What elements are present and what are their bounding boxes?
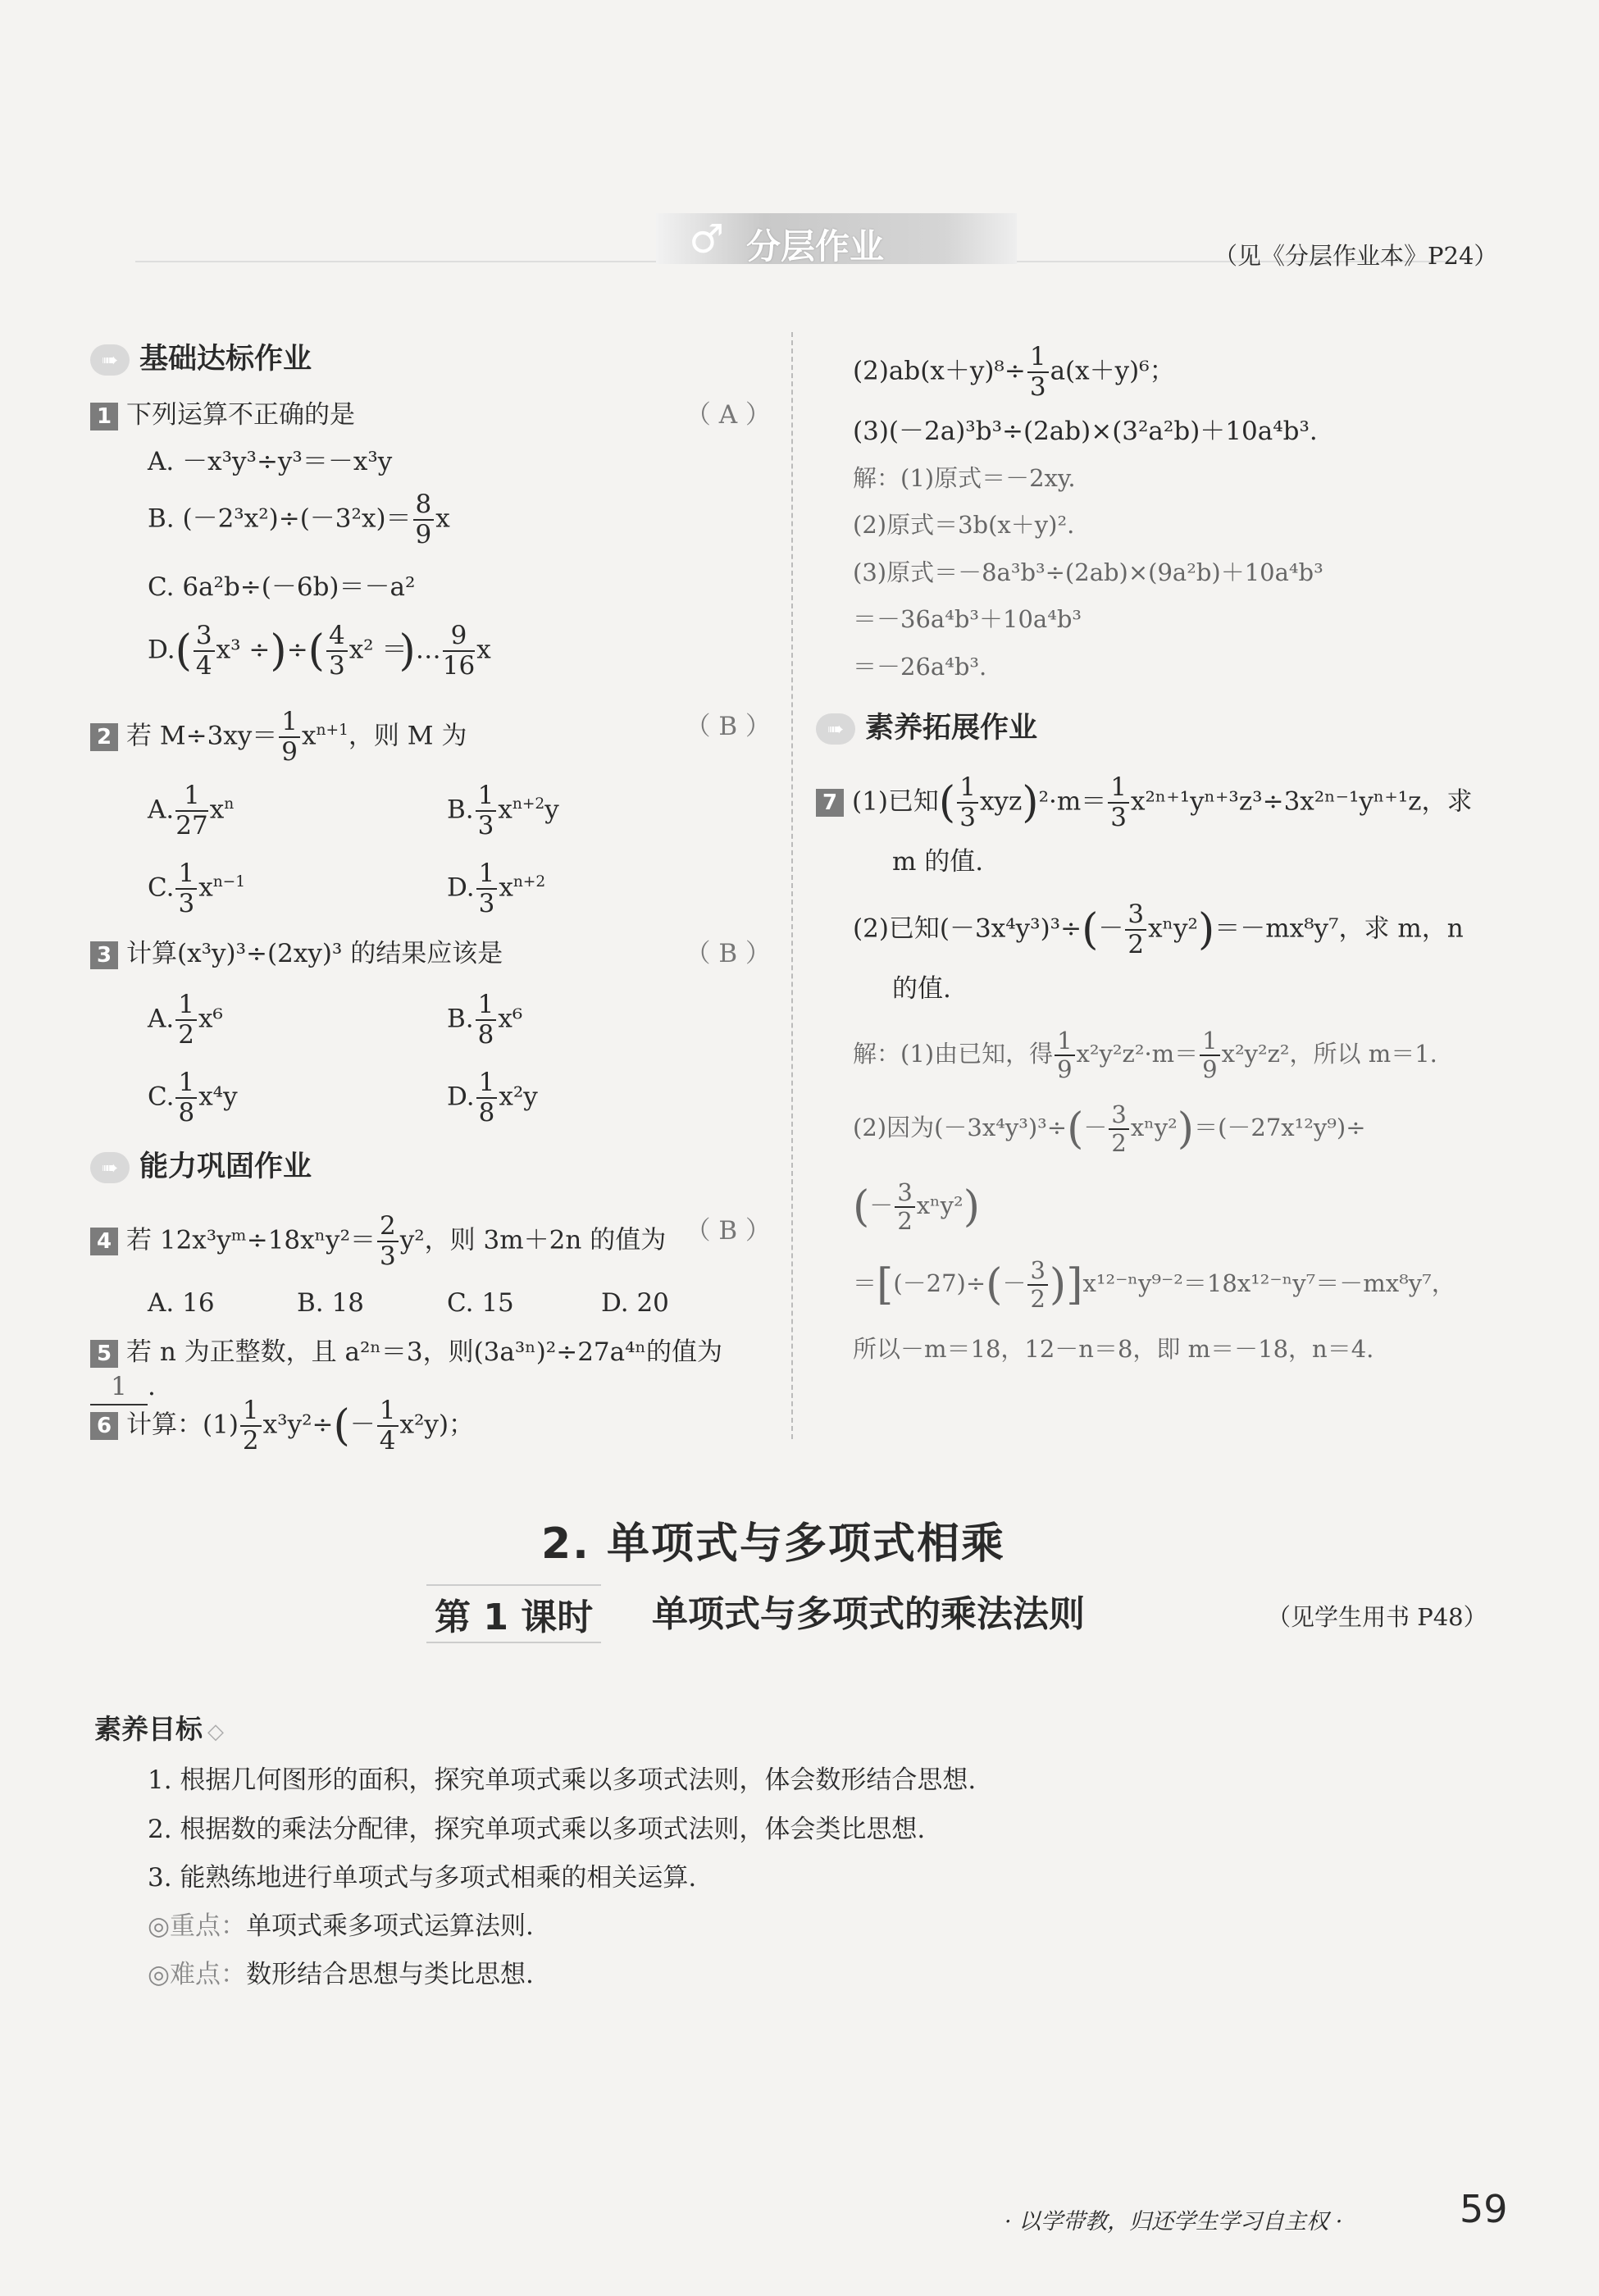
goals-heading: 素养目标 ◇ bbox=[94, 1713, 224, 1745]
q7-solution-3: (－ $\frac{3}{2}$ xⁿy²) bbox=[853, 1178, 980, 1235]
diamond-icon: ◇ bbox=[207, 1720, 224, 1744]
question-3: 3 计算(x³y)³÷(2xy)³ 的结果应该是 （ B ） bbox=[90, 936, 771, 971]
q7-solution-4: ＝[(－27)÷(－ $\frac{3}{2}$ )]x¹²⁻ⁿy⁹⁻²＝18x¹²⁻ⁿy⁷＝－mx⁸y⁷， bbox=[853, 1256, 1456, 1313]
arrow-icon: ➠ bbox=[816, 713, 855, 745]
option-a: A. $\frac{1}{2}$ x⁶ bbox=[148, 990, 223, 1050]
column-divider bbox=[791, 332, 793, 1439]
arrow-icon: ➠ bbox=[90, 344, 130, 376]
option-c: C. 6a²b÷(－6b)＝－a² bbox=[148, 572, 416, 602]
question-stem: 下列运算不正确的是 bbox=[126, 400, 355, 430]
question-7-part1-end: m 的值. bbox=[892, 847, 984, 877]
option-b: B. $\frac{1}{3}$ $x^{n+2}y$ bbox=[447, 781, 559, 840]
header-reference: （见《分层作业本》P24） bbox=[1214, 242, 1498, 270]
option-a: A. －x³y³÷y³＝－x³y bbox=[148, 447, 393, 476]
banner-title: 分层作业 bbox=[746, 226, 885, 266]
q6-solution-2: (2)原式＝3b(x＋y)². bbox=[853, 511, 1075, 539]
option-b: B. 18 bbox=[297, 1288, 364, 1318]
q6-part2: (2)ab(x＋y)⁸÷ $\frac{1}{3}$ a(x＋y)⁶； bbox=[853, 342, 1175, 402]
question-1 bbox=[90, 398, 771, 432]
difficult-point: ◎难点：数形结合思想与类比思想. bbox=[148, 1960, 534, 1989]
page-number: 59 bbox=[1460, 2187, 1508, 2231]
goal-item: 2. 根据数的乘法分配律，探究单项式乘以多项式法则，体会类比思想. bbox=[148, 1815, 926, 1844]
goal-item: 1. 根据几何图形的面积，探究单项式乘以多项式法则，体会数形结合思想. bbox=[148, 1765, 977, 1795]
option-c: C. 15 bbox=[447, 1288, 514, 1318]
question-7-part2: (2)已知(－3x⁴y³)³÷(－ $\frac{3}{2}$ xⁿy²)＝－mx⁸y⁷，求 m，n bbox=[853, 900, 1464, 959]
question-5: 5 若 n 为正整数，且 a²ⁿ＝3，则(3a³ⁿ)²÷27a⁴ⁿ的值为1 . bbox=[90, 1335, 771, 1405]
option-d: D. $\frac{1}{8}$ x²y bbox=[447, 1068, 538, 1128]
lesson-reference: （见学生用书 P48） bbox=[1267, 1603, 1487, 1631]
q7-solution-1: 解：(1)由已知，得 $\frac{1}{9}$ x²y²z²·m＝ $\frac{1}{9}$ x²y²z²，所以 m＝1. bbox=[853, 1027, 1437, 1083]
section-ability: ➠ 能力巩固作业 bbox=[90, 1144, 312, 1185]
q6-solution-5: ＝－26a⁴b³. bbox=[853, 653, 987, 681]
question-number: 6 bbox=[90, 1412, 118, 1440]
chapter-title: 2. 单项式与多项式相乘 bbox=[541, 1519, 1006, 1569]
question-4: 4 若 12x³yᵐ÷18xⁿy²＝ $\frac{2}{3}$ y²，则 3m＋2n 的值为 （ B ） bbox=[90, 1214, 771, 1269]
answer: （ B ） bbox=[685, 939, 771, 968]
section-extension: ➠ 素养拓展作业 bbox=[816, 705, 1037, 746]
option-a: A. $\frac{1}{27}$ $x^n$ bbox=[148, 781, 235, 840]
section-basic: ➠ 基础达标作业 bbox=[90, 336, 312, 377]
q7-solution-5: 所以－m＝18，12－n＝8，即 m＝－18，n＝4. bbox=[853, 1335, 1374, 1363]
answer-blank: 1 bbox=[90, 1369, 148, 1405]
lesson-label: 第 1 课时 bbox=[426, 1584, 601, 1643]
question-number: 5 bbox=[90, 1340, 118, 1368]
question-6: 6 计算：(1) $\frac{1}{2}$ x³y²÷(－ $\frac{1}{4}$ x²y)； bbox=[90, 1398, 474, 1454]
question-number: 2 bbox=[90, 723, 118, 751]
answer: （ B ） bbox=[685, 1216, 771, 1246]
goal-item: 3. 能熟练地进行单项式与多项式相乘的相关运算. bbox=[148, 1863, 697, 1893]
option-b: B. $\frac{1}{8}$ x⁶ bbox=[447, 990, 523, 1050]
q6-solution-4: ＝－36a⁴b³＋10a⁴b³ bbox=[853, 605, 1082, 633]
question-7-part1: 7 (1)已知( $\frac{1}{3}$ xyz)²·m＝ $\frac{1}{3}$ x²ⁿ⁺¹yⁿ⁺³z³÷3x²ⁿ⁻¹yⁿ⁺¹z，求 bbox=[816, 775, 1472, 831]
answer: （ B ） bbox=[685, 712, 771, 741]
question-number: 4 bbox=[90, 1228, 118, 1255]
banner bbox=[656, 213, 1017, 264]
option-c: C. $\frac{1}{8}$ x⁴y bbox=[148, 1068, 238, 1128]
q6-part3: (3)(－2a)³b³÷(2ab)×(3²a²b)＋10a⁴b³. bbox=[853, 417, 1318, 446]
option-d: D.( $\frac{3}{4}$ x³ ÷)÷( $\frac{4}{3}$ x² ＝)… $\frac{9}{16}$ x bbox=[148, 621, 491, 681]
option-c: C. $\frac{1}{3}$ $x^{n-1}$ bbox=[148, 859, 246, 918]
q6-solution-3: (3)原式＝－8a³b³÷(2ab)×(9a²b)＋10a⁴b³ bbox=[853, 558, 1323, 586]
option-a: A. 16 bbox=[148, 1288, 215, 1318]
q6-solution-1: 解：(1)原式＝－2xy. bbox=[853, 464, 1076, 492]
question-2: 2 若 M÷3xy＝ $\frac{1}{9}$ $x^{n+1}$，则 M 为 （ B ） bbox=[90, 709, 771, 765]
footer-slogan: · 以学带教，归还学生学习自主权 · bbox=[1004, 2209, 1343, 2234]
option-d: D. $\frac{1}{3}$ $x^{n+2}$ bbox=[447, 859, 546, 918]
key-point: ◎重点：单项式乘多项式运算法则. bbox=[148, 1911, 534, 1941]
answer: （ A ） bbox=[685, 400, 771, 430]
option-b: B. (－2³x²)÷(－3²x)＝ $\frac{8}{9}$ x bbox=[148, 490, 450, 549]
q7-solution-2: (2)因为(－3x⁴y³)³÷(－ $\frac{3}{2}$ xⁿy²)＝(－27x¹²y⁹)÷ bbox=[853, 1100, 1366, 1157]
question-number: 1 bbox=[90, 403, 118, 430]
banner-logo-icon: ♂ bbox=[689, 216, 725, 262]
lesson-title: 单项式与多项式的乘法法则 bbox=[652, 1593, 1085, 1635]
question-7-part2-end: 的值. bbox=[892, 974, 951, 1004]
question-number: 7 bbox=[816, 789, 844, 817]
arrow-icon: ➠ bbox=[90, 1152, 130, 1183]
question-number: 3 bbox=[90, 941, 118, 969]
option-d: D. 20 bbox=[601, 1288, 669, 1318]
